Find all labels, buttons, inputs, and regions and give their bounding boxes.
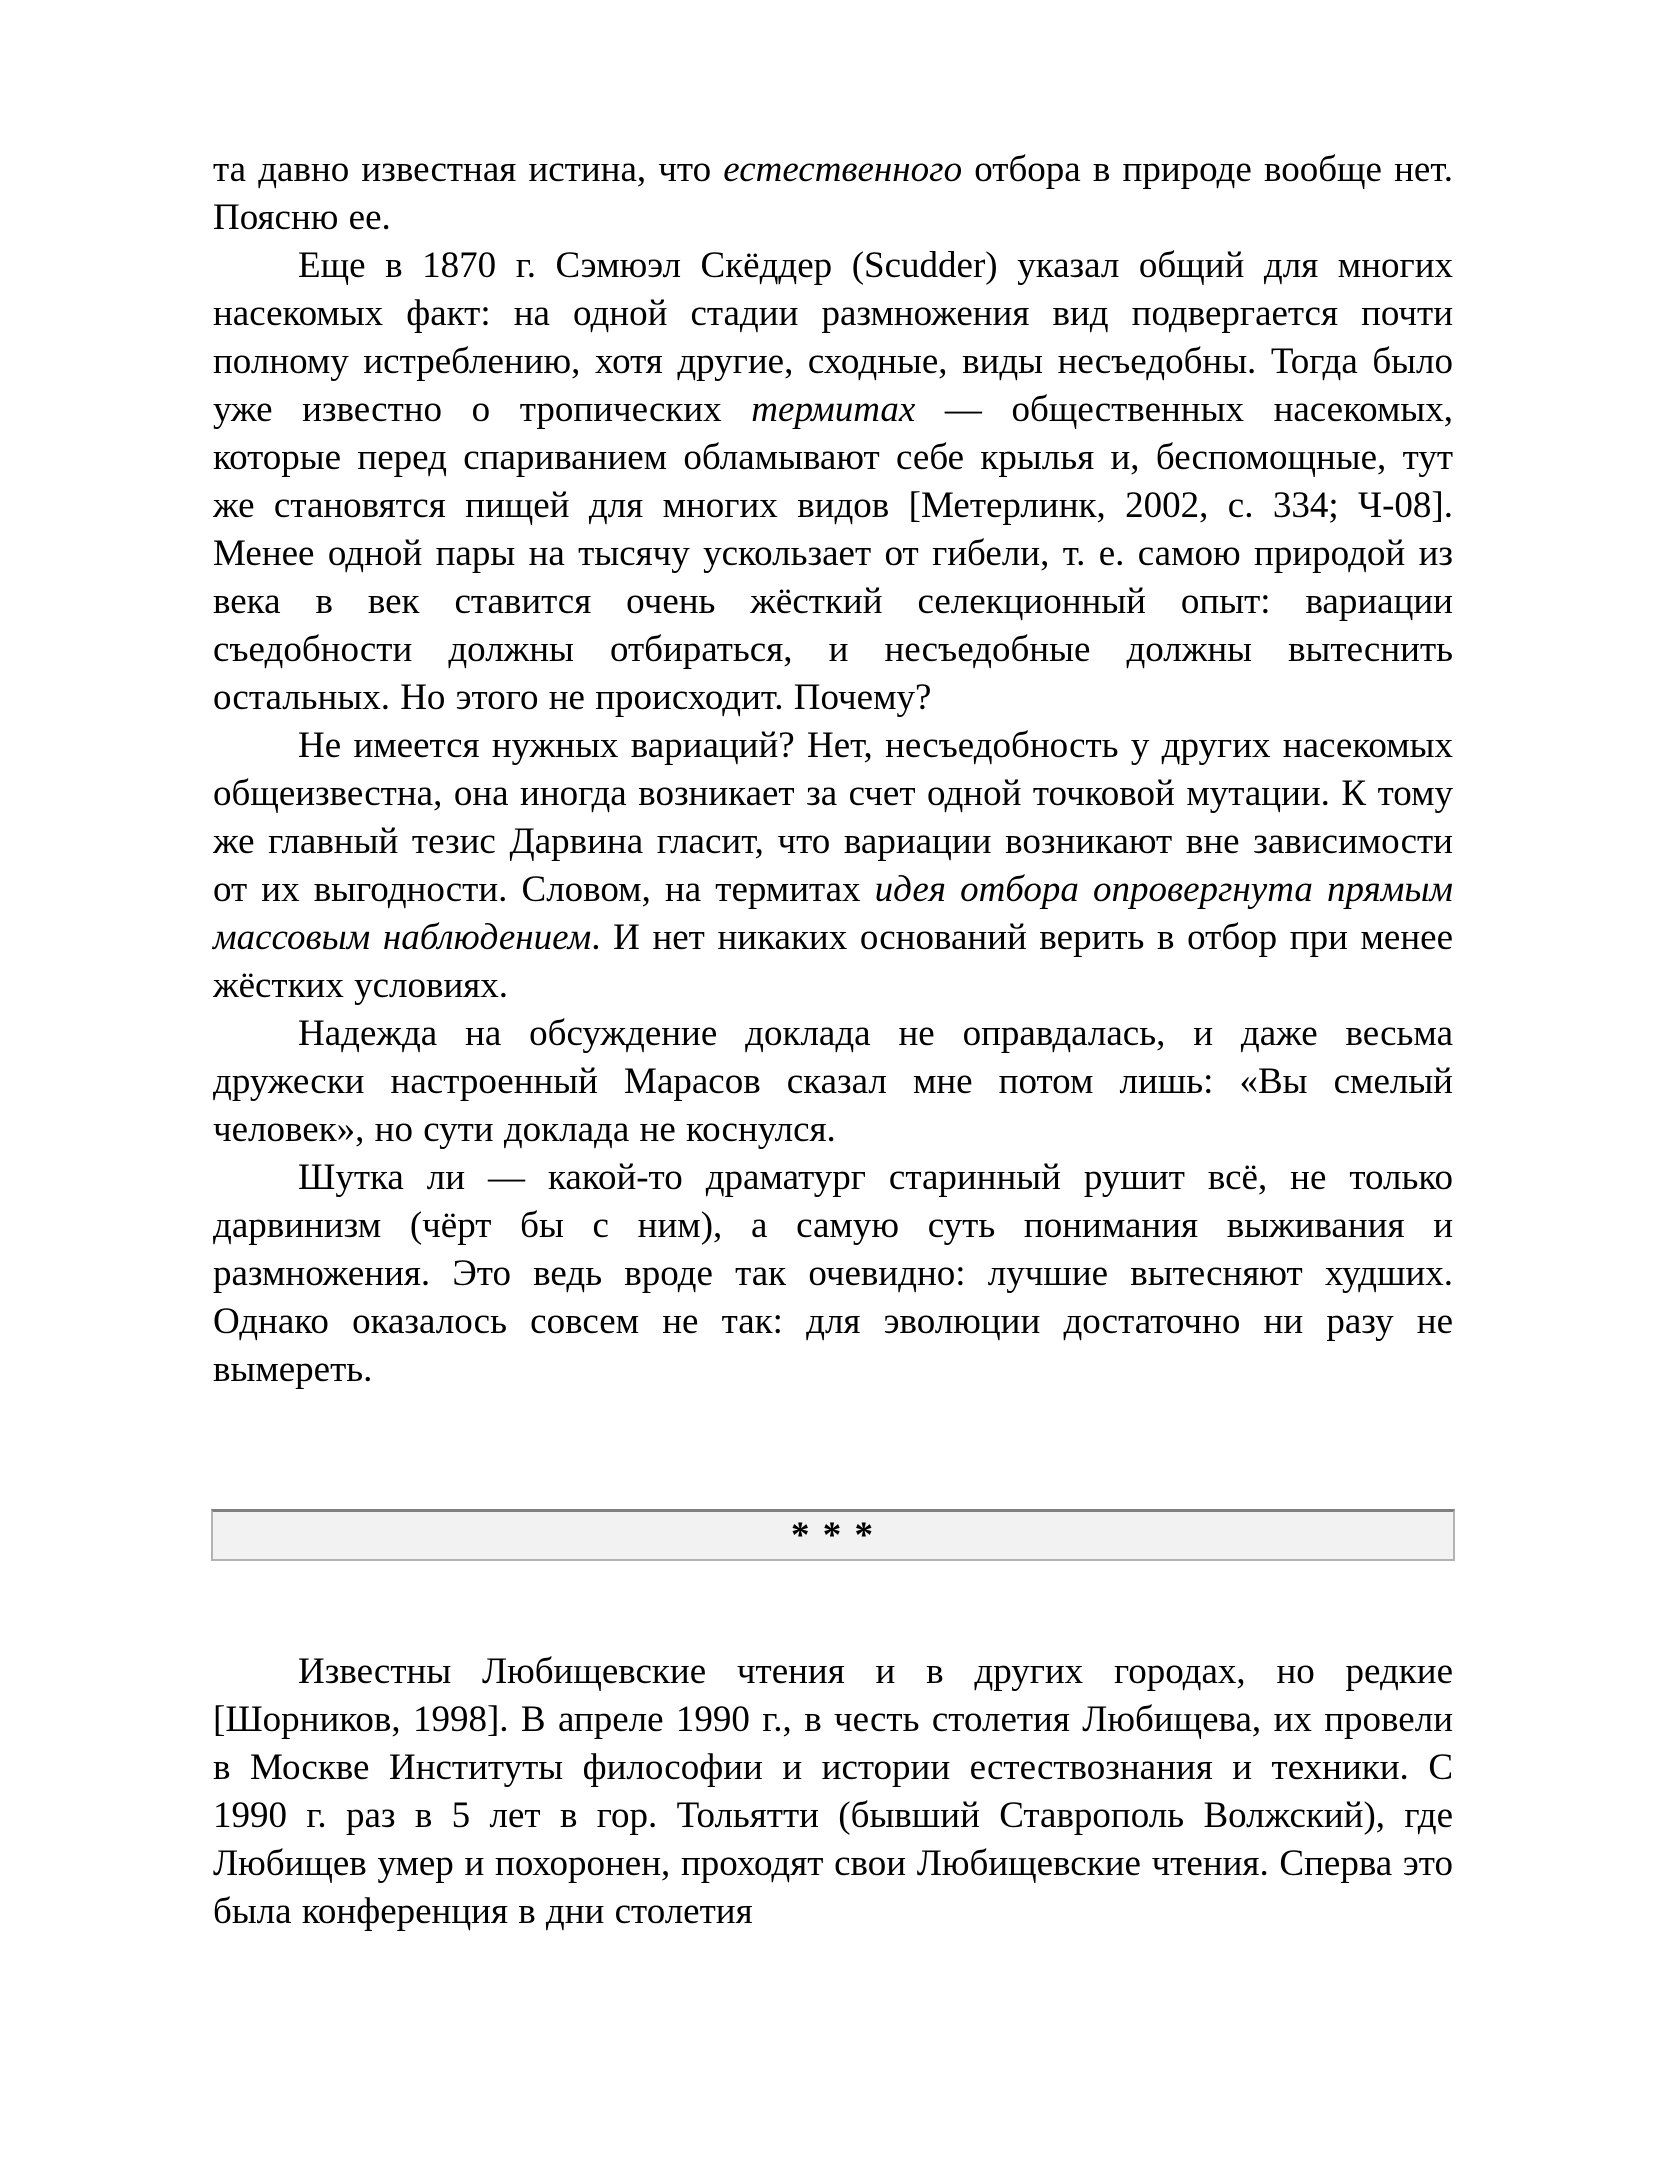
paragraph [213, 1010, 1453, 1154]
emphasized-text: термитах [751, 389, 916, 430]
body-text: Известны Любищевские чтения и в других городах, но редкие [Шорников, 1998]. В апреле 1990 г., в честь столетия Любищева, их провели в Москве Институты философии и истории естествознания и техники. С 1990 г. раз в 5 лет в гор. Тольятти (бывший Ставрополь Волжский), где Любищев умер и похоронен, проходят свои Любищевские чтения. Сперва это была конференция в дни столетия [213, 1651, 1453, 1932]
body-text: отбора в природе вообще нет. Поясню ее. [213, 149, 1453, 238]
body-text: Надежда на обсуждение доклада не оправдалась, и даже весьма дружески настроенный Марасов сказал мне потом лишь: «Вы смелый человек», но сути доклада не коснулся. [213, 1013, 1453, 1150]
paragraph [213, 1648, 1453, 1936]
emphasized-text: естественного [723, 149, 963, 190]
body-text: . И нет никаких оснований верить в отбор при менее жёстких условиях. [213, 917, 1453, 1006]
text-block-bottom [213, 1648, 1453, 1936]
paragraph [213, 1154, 1453, 1394]
text-block-top [213, 146, 1453, 1394]
paragraph [213, 146, 1453, 242]
divider-stars: * * * [791, 1514, 875, 1556]
paragraph [213, 722, 1453, 1010]
body-text: Шутка ли — какой-то драматург старинный рушит всё, не только дарвинизм (чёрт бы с ним), а самую суть понимания выживания и размножения. Это ведь вроде так очевидно: лучшие вытесняют худших. Однако оказалось совсем не так: для эволюции достаточно ни разу не вымереть. [213, 1157, 1453, 1390]
paragraph [213, 242, 1453, 722]
emphasized-text: идея отбора опровергнута прямым массовым наблюдением [213, 869, 1453, 958]
body-text: Еще в 1870 г. Сэмюэл Скёддер (Scudder) указал общий для многих насекомых факт: на одной стадии размножения вид подвергается почти полному истреблению, хотя другие, сходные, виды несъедобны. Тогда было уже известно о тропических [213, 245, 1453, 430]
body-text: та давно известная истина, что [213, 149, 724, 190]
section-divider [211, 1509, 1455, 1561]
body-text: — общественных насекомых, которые перед спариванием обламывают себе крылья и, беспомощные, тут же становятся пищей для многих видов [Метерлинк, 2002, с. 334; Ч-08]. Менее одной пары на тысячу ускользает от гибели, т. е. самою природой из века в век ставится очень жёсткий селекционный опыт: вариации съедобности должны отбираться, и несъедобные должны вытеснить остальных. Но этого не происходит. Почему? [213, 389, 1454, 718]
body-text: Не имеется нужных вариаций? Нет, несъедобность у других насекомых общеизвестна, она иногда возникает за счет одной точковой мутации. К тому же главный тезис Дарвина гласит, что вариации возникают вне зависимости от их выгодности. Словом, на термитах [213, 725, 1453, 910]
